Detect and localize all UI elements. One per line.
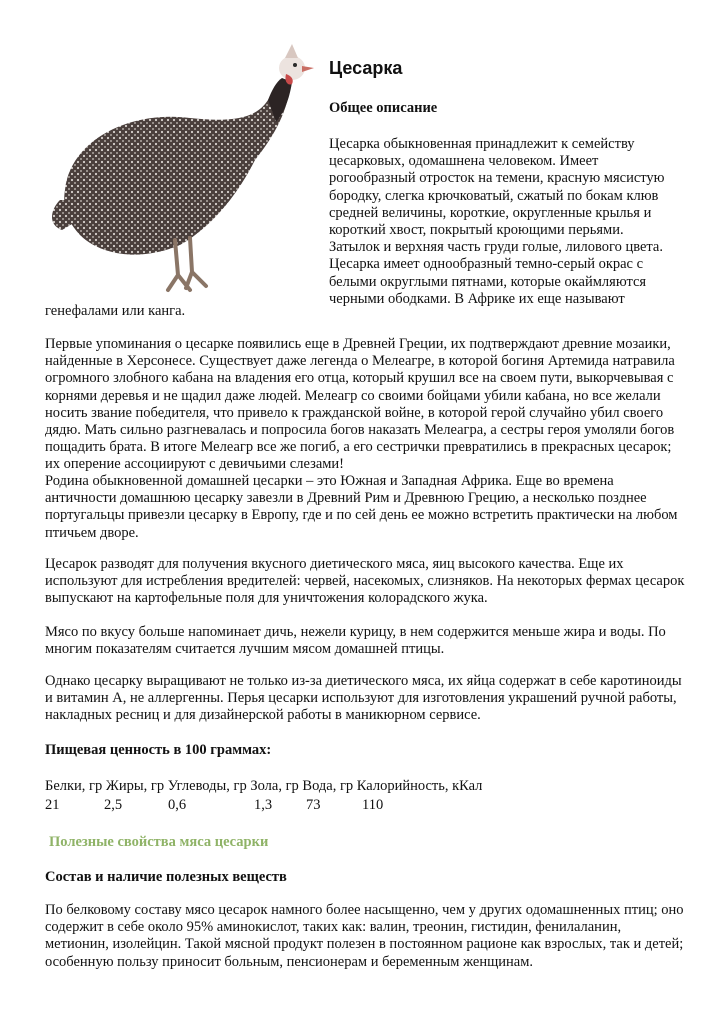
composition-heading: Состав и наличие полезных веществ [45,869,287,885]
homeland-paragraph: Родина обыкновенной домашней цесарки – это Южная и Западная Африка. Еще во времена античности домашнюю цесарку завезли в Древний Рим и Древнюю Грецию, а несколько позднее португальцы привезли цесарку в Европу, где и по сей день ее можно встретить практически на любом птичьем дворе. [45,473,678,541]
nutrition-values-row [0,797,725,817]
value-calories: 110 [362,797,384,813]
intro-paragraph: Цесарка обыкновенная принадлежит к семейству цесарковых, одомашнена человеком. Имеет рогообразный отросток на темени, красную мясистую бородку, слегка крючковатый, сжатый по бокам клюв средней величины, короткие, округленные крылья и короткий хвост, покрытый кроющими перьями. Затылок и верхняя часть груди голые, лилового цвета. Цесарка имеет однообразный темно-серый окрас с белыми округлыми пятнами, которые окаймляются черными ободками. В Африке их еще называют [329,136,665,307]
value-ash: 1,3 [254,797,273,813]
page-title: Цесарка [329,58,403,78]
value-water: 73 [306,797,321,813]
history-paragraph: Первые упоминания о цесарке появились еще в Древней Греции, их подтверждают древние мозаики, найденные в Херсонесе. Существует даже легенда о Мелеагре, в которой богиня Артемида натравила огромного злобного кабана на владения его отца, который крушил все на своем пути, выкорчевывая с корнями деревья и не щадил даже людей. Мелеагр со своими бойцами убили кабана, но все желали носить звание победителя, что привело к гражданской войне, в которой герой случайно убил своего дядю. Мать сильно разгневалась и попросила богов наказать Мелеагра, а сестры героя умоляли богов пощадить брата. В итоге Мелеагр все же погиб, а его сестрички превратились в прекрасных цесарок; их оперение ассоциируют с девичьими слезами! [45,336,675,473]
breeding-paragraph: Цесарок разводят для получения вкусного диетического мяса, яиц высокого качества. Еще их используют для истребления вредителей: червей, насекомых, слизняков. На некоторых фермах цесарок выпускают на картофельные поля для уничтожения колорадского жука. [45,556,685,607]
intro-paragraph-continuation: генефалами или канга. [45,303,186,319]
nutrition-columns: Белки, гр Жиры, гр Углеводы, гр Зола, гр Вода, гр Калорийность, кКал [45,778,483,794]
composition-paragraph: По белковому составу мясо цесарок намного более насыщенно, чем у других одомашненных птиц; оно содержит в себе около 95% аминокислот, таких как: валин, треонин, гистидин, фенилаланин, метионин, изолейцин. Такой мясной продукт полезен в постоянном рационе как взрослых, так и детей; особенную пользу приносит больным, пенсионерам и беременным женщинам. [45,902,684,970]
nutrition-heading: Пищевая ценность в 100 граммах: [45,742,272,758]
section-heading-general: Общее описание [329,100,438,116]
value-carbs: 0,6 [168,797,187,813]
useful-properties-heading: Полезные свойства мяса цесарки [49,834,269,850]
eggs-paragraph: Однако цесарку выращивают не только из-за диетического мяса, их яйца содержат в себе каротиноиды и витамин А, не аллергенны. Перья цесарки используют для изготовления украшений ручной работы, накладных ресниц и для дизайнерской работы в маникюрном сервисе. [45,673,682,724]
value-protein: 21 [45,797,60,813]
guineafowl-image [40,40,330,300]
meat-paragraph: Мясо по вкусу больше напоминает дичь, нежели курицу, в нем содержится меньше жира и воды. По многим показателям считается лучшим мясом домашней птицы. [45,624,666,658]
value-fat: 2,5 [104,797,123,813]
